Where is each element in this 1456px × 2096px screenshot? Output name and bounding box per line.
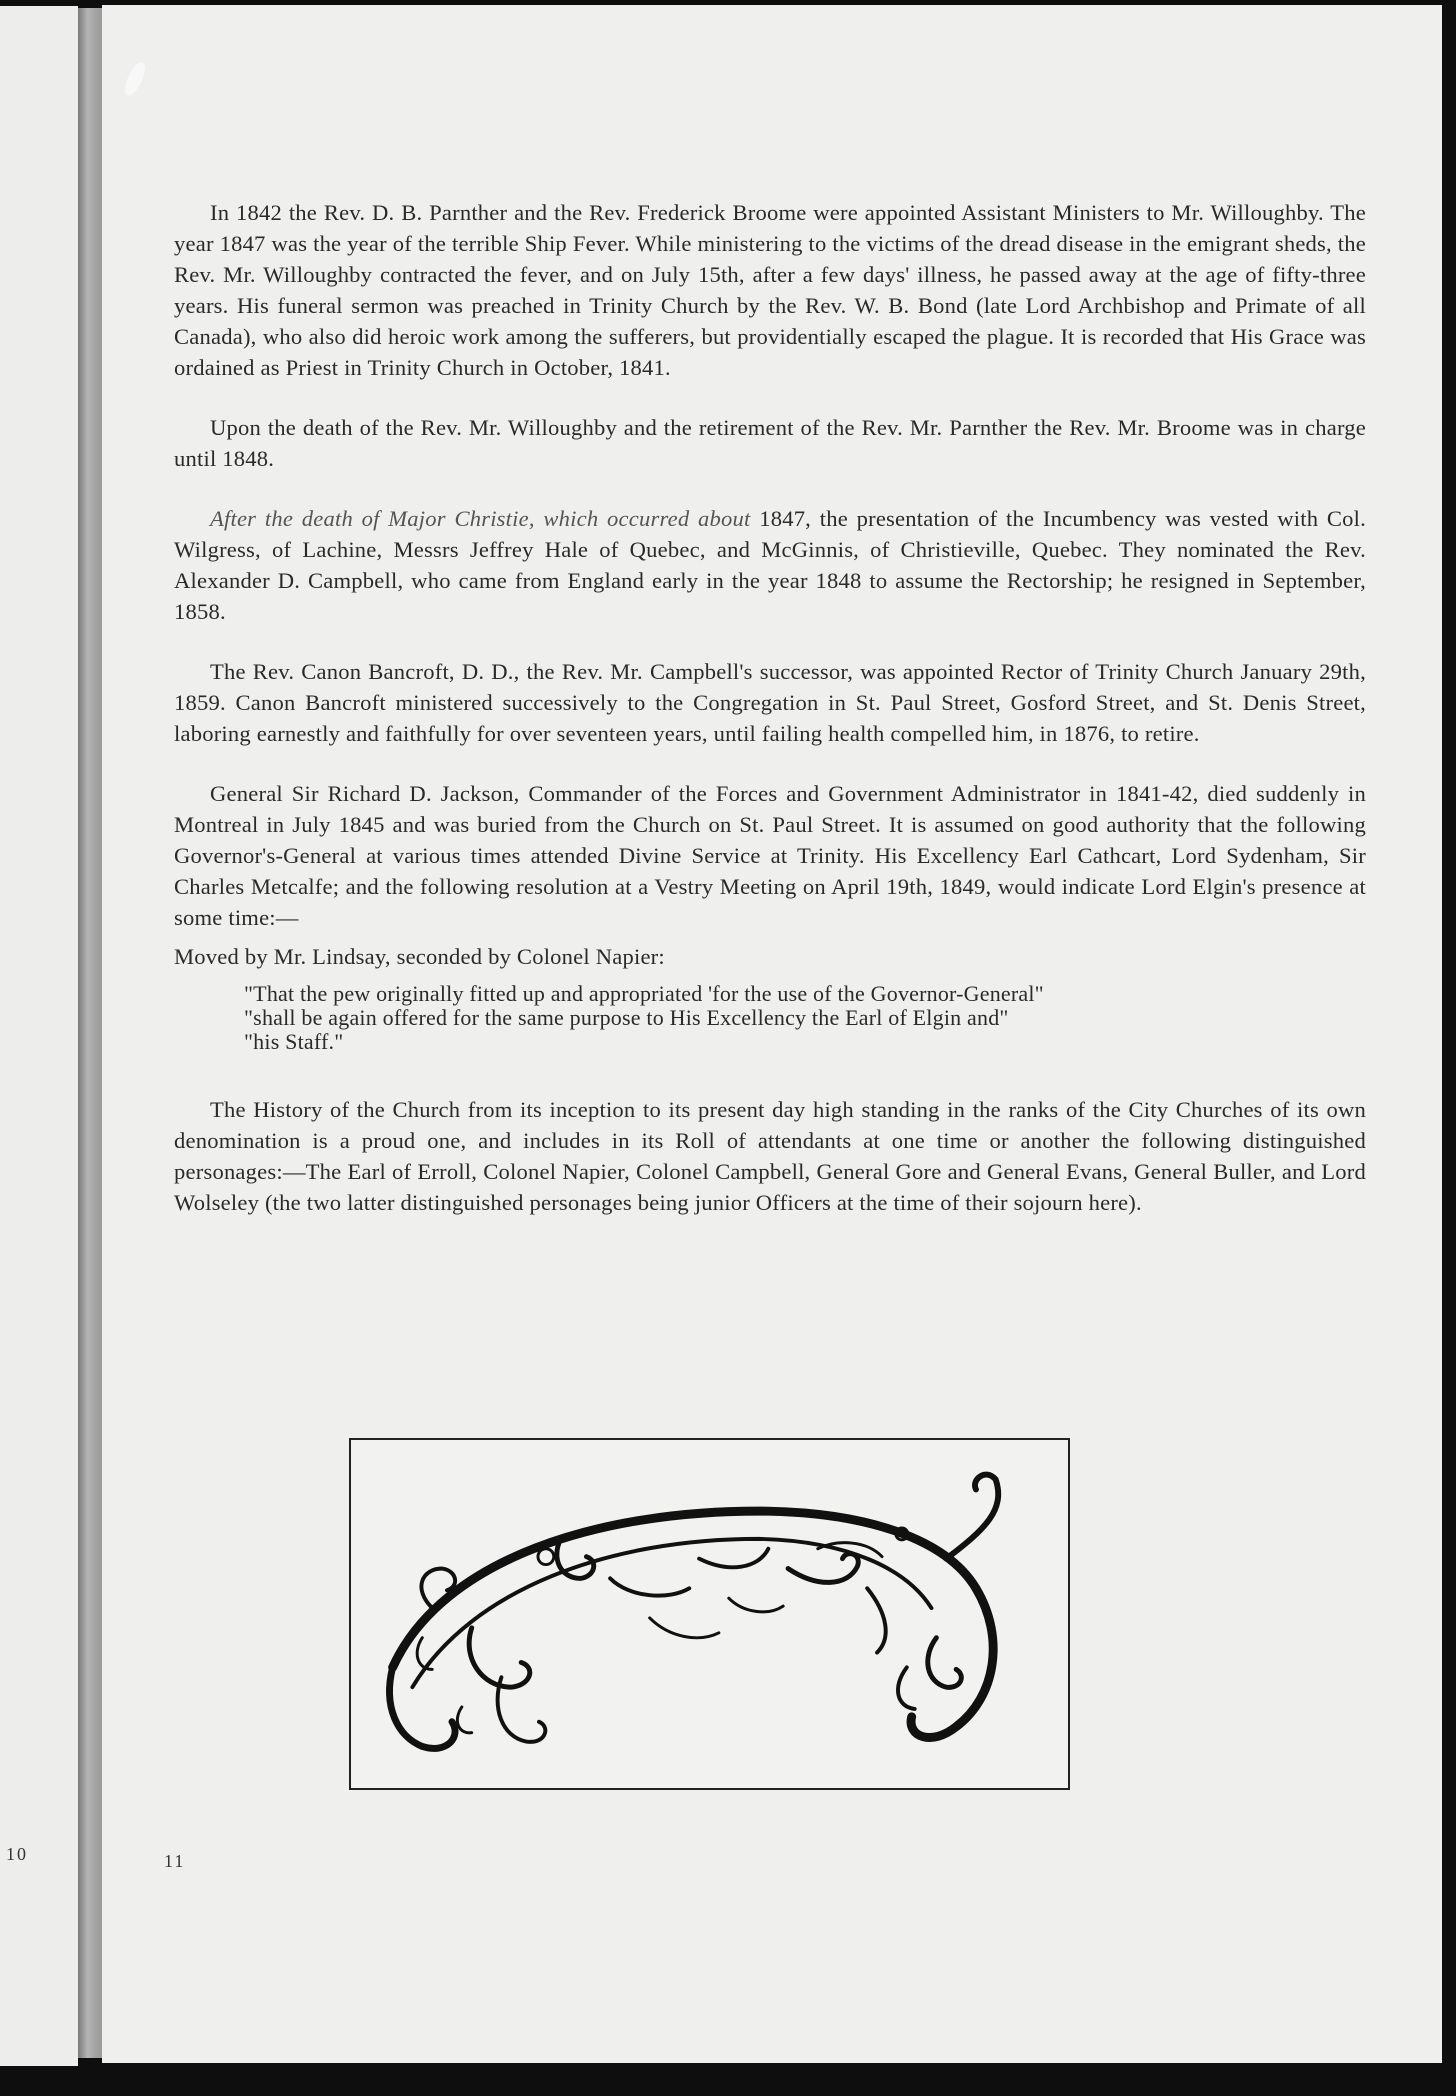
book-spine xyxy=(78,8,102,2058)
italic-lead: After the death of Major Christie, which occurred about xyxy=(210,506,751,531)
left-page-number: 10 xyxy=(6,1844,28,1864)
scroll-ornament-icon xyxy=(351,1440,1068,1788)
page-text xyxy=(174,197,1366,1247)
ornament-illustration xyxy=(349,1438,1070,1790)
page-number: 11 xyxy=(164,1851,186,1871)
left-page xyxy=(0,6,78,2066)
paragraph-campbell xyxy=(174,503,1366,627)
paragraph-bancroft: The Rev. Canon Bancroft, D. D., the Rev. Mr. Campbell's successor, was appointed Rector of Trinity Church January 29th, 1859. Canon Bancroft ministered successively to the Congregation in St. Paul Street, Gosford Street, and St. Denis Street, laboring earnestly and faithfully for over seventeen years, until failing health compelled him, in 1876, to retire. xyxy=(174,659,1366,746)
paragraph-campbell-text: 1847, the presentation of the Incumbency was vested with Col. Wilgress, of Lachine, Messrs Jeffrey Hale of Quebec, and McGinnis, of Christieville, Quebec. They nominated the Rev. Alexander D. Campbell, who came from England early in the year 1848 to assume the Rectorship; he resigned in September, 1858. xyxy=(174,506,1366,624)
quote-line: "shall be again offered for the same purpose to His Excellency the Earl of Elgin and" xyxy=(244,1005,1009,1030)
book-page xyxy=(102,5,1442,2063)
resolution-quote xyxy=(244,982,1364,1054)
paragraph-broome-charge: Upon the death of the Rev. Mr. Willoughby and the retirement of the Rev. Mr. Parnther the Rev. Mr. Broome was in charge until 1848. xyxy=(174,415,1366,471)
quote-line: "That the pew originally fitted up and appropriated 'for the use of the Governor-General" xyxy=(244,981,1044,1006)
paragraph-governors: General Sir Richard D. Jackson, Commander of the Forces and Government Administrator in 1841-42, died suddenly in Montreal in July 1845 and was buried from the Church on St. Paul Street. It is assumed on good authority that the following Governor's-General at various times attended Divine Service at Trinity. His Excellency Earl Cathcart, Lord Sydenham, Sir Charles Metcalfe; and the following resolution at a Vestry Meeting on April 19th, 1849, would indicate Lord Elgin's presence at some time:— xyxy=(174,781,1366,930)
paragraph-motion: Moved by Mr. Lindsay, seconded by Colonel Napier: xyxy=(174,944,665,969)
paragraph-broome-willoughby: In 1842 the Rev. D. B. Parnther and the Rev. Frederick Broome were appointed Assistant Ministers to Mr. Willoughby. The year 1847 was the year of the terrible Ship Fever. While ministering to the victims of the dread disease in the emigrant sheds, the Rev. Mr. Willoughby contracted the fever, and on July 15th, after a few days' illness, he passed away at the age of fifty-three years. His funeral sermon was preached in Trinity Church by the Rev. W. B. Bond (late Lord Archbishop and Primate of all Canada), who also did heroic work among the sufferers, but providentially escaped the plague. It is recorded that His Grace was ordained as Priest in Trinity Church in October, 1841. xyxy=(174,200,1366,380)
quote-line: "his Staff." xyxy=(244,1029,344,1054)
paper-blot xyxy=(121,60,149,99)
paragraph-history: The History of the Church from its inception to its present day high standing in the ranks of the City Churches of its own denomination is a proud one, and includes in its Roll of attendants at one time or another the following distinguished personages:—The Earl of Erroll, Colonel Napier, Colonel Campbell, General Gore and General Evans, General Buller, and Lord Wolseley (the two latter distinguished personages being junior Officers at the time of their sojourn here). xyxy=(174,1097,1366,1215)
